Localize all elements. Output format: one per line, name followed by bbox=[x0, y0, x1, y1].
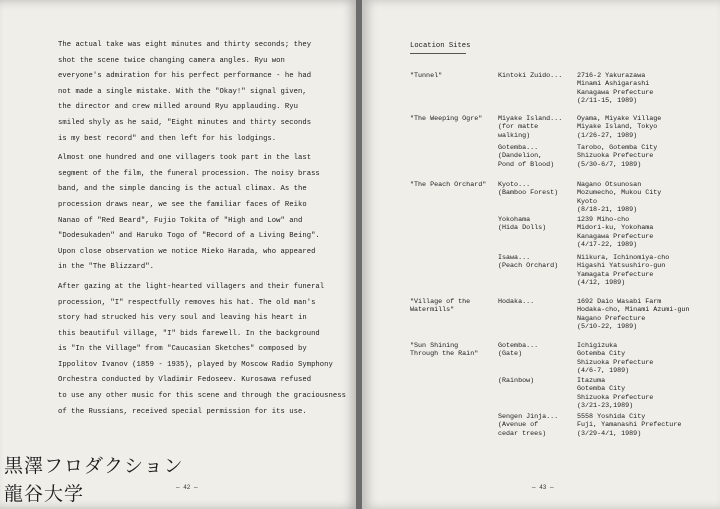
segment-name: "The Peach Orchard" bbox=[410, 181, 487, 189]
site-address: 1239 Miho-cho Midori-ku, Yokohama Kanagawa Prefecture (4/17-22, 1989) bbox=[577, 216, 654, 250]
site-name: (Rainbow) bbox=[498, 377, 535, 385]
site-address: Oyama, Miyake Village Miyake Island, Tokyo (1/26-27, 1989) bbox=[577, 115, 662, 140]
site-name: Hodaka... bbox=[498, 298, 535, 306]
left-page-body bbox=[58, 38, 350, 420]
site-name: Gotemba... (Dandelion, Pond of Blood) bbox=[498, 144, 555, 169]
segment-name: "Tunnel" bbox=[410, 72, 443, 80]
site-address: Nagano Otsunosan Mozumecho, Mukou City Kyoto (8/18-21, 1989) bbox=[577, 181, 662, 215]
site-address: Niikura, Ichinomiya-cho Higashi Yatsushiro-gun Yamagata Prefecture (4/12, 1989) bbox=[577, 254, 670, 288]
site-name: Yokohama (Hida Dolls) bbox=[498, 216, 547, 233]
watermark-line: 龍谷大学 bbox=[4, 483, 85, 505]
site-address: 5558 Yoshida City Fuji, Yamanashi Prefecture (3/29-4/1, 1989) bbox=[577, 413, 682, 438]
watermark-line: 黒澤フロダクション bbox=[4, 455, 184, 477]
left-page bbox=[0, 0, 358, 509]
page-number: — 43 — bbox=[532, 484, 554, 491]
page-number: — 42 — bbox=[176, 484, 198, 491]
page-title: Location Sites bbox=[410, 42, 471, 50]
paragraph: After gazing at the light-hearted villagers and their funeral procession, "I" respectfully removes his hat. The old man's story had strucked his very soul and leaving his heart in this beautiful village, "I" bids farewell. In the background is "In the Village" from "Caucasian Sketches" composed by Ippolitov Ivanov (1859 - 1935), played by Moscow Radio Symphony Orchestra conducted by Vladimir Fedoseev. Kurosawa refused to use any other music for this scene and through the graciousness of the Russians, received special permission for its use. bbox=[58, 282, 346, 416]
site-address: 2716-2 Yakurazawa Minami Ashigarashi Kanagawa Prefecture (2/11-15, 1989) bbox=[577, 72, 654, 106]
title-underline bbox=[410, 53, 466, 54]
paragraph: The actual take was eight minutes and thirty seconds; they shot the scene twice changing camera angles. Ryu won everyone's admiration for his perfect performance - he had not made a single mistake. With the "Okay!" signal given, the director and crew milled around Ryu applauding. Ryu smiled shyly as he said, "Eight minutes and thirty seconds is my best record" and then left for his lodgings. bbox=[58, 41, 312, 143]
site-name: Miyake Island... (for matte walking) bbox=[498, 115, 563, 140]
right-page bbox=[362, 0, 720, 509]
site-name: Sengen Jinja... (Avenue of cedar trees) bbox=[498, 413, 559, 438]
paragraph: Almost one hundred and one villagers took part in the last segment of the film, the funeral procession. The noisy brass band, and the simple dancing is the actual climax. As the procession draws near, we see the familiar faces of Reiko Nanao of "Red Beard", Fujio Tokita of "High and Low" and "Dodesukaden" and Haruko Togo of "Record of a Living Being". Upon close observation we notice Mieko Harada, who appeared in the "The Blizzard". bbox=[58, 154, 320, 272]
site-name: Gotemba... (Gate) bbox=[498, 342, 539, 359]
site-address: Itazuma Gotemba City Shizuoka Prefecture (3/21-23,1989) bbox=[577, 377, 654, 411]
watermark bbox=[4, 452, 184, 508]
site-address: 1692 Daio Wasabi Farm Hodaka-cho, Minami Azumi-gun Nagano Prefecture (5/10-22, 1989) bbox=[577, 298, 690, 332]
segment-name: "Sun Shining Through the Rain" bbox=[410, 342, 479, 359]
segment-name: "Village of the Watermills" bbox=[410, 298, 471, 315]
site-name: Kyoto... (Bamboo Forest) bbox=[498, 181, 559, 198]
site-address: Tarobo, Gotemba City Shizuoka Prefecture (5/30-6/7, 1989) bbox=[577, 144, 658, 169]
site-name: Isawa... (Peach Orchard) bbox=[498, 254, 559, 271]
site-name: Kintoki Zuido... bbox=[498, 72, 563, 80]
segment-name: "The Weeping Ogre" bbox=[410, 115, 483, 123]
site-address: Ichigizuka Gotemba City Shizuoka Prefecture (4/6-7, 1989) bbox=[577, 342, 654, 376]
